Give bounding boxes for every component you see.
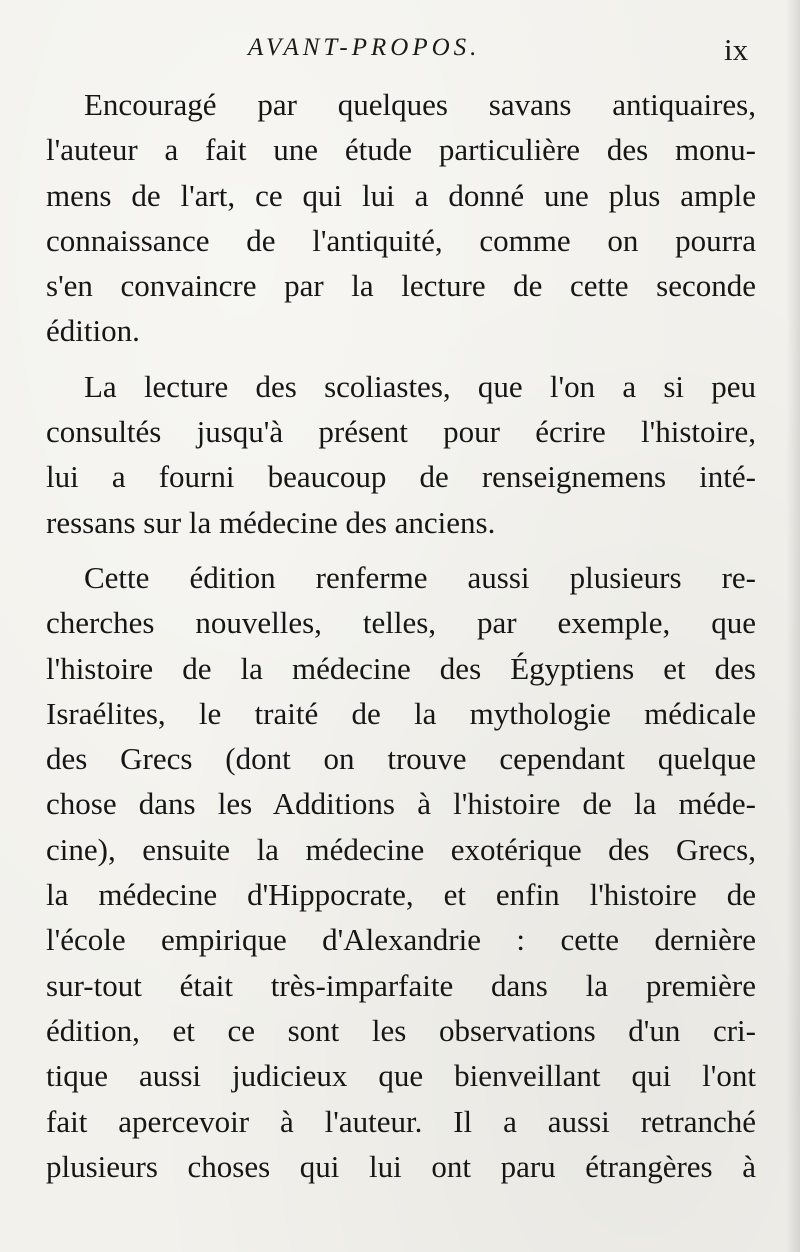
text-line: s'en convaincre par la lecture de cette seconde <box>46 268 756 304</box>
paragraph <box>46 555 756 1189</box>
page-edge-shadow <box>786 0 800 1252</box>
text-line: Encouragé par quelques savans antiquaires, <box>84 87 756 122</box>
paragraph <box>46 364 756 545</box>
text-line: l'école empirique d'Alexandrie : cette dernière <box>46 922 756 958</box>
text-line: cine), ensuite la médecine exotérique des Grecs, <box>46 831 756 867</box>
text-line: connaissance de l'antiquité, comme on pourra <box>46 222 756 258</box>
text-line: l'histoire de la médecine des Égyptiens et des <box>46 650 756 686</box>
page-number: ix <box>724 32 749 67</box>
text-line: La lecture des scoliastes, que l'on a si peu <box>84 368 756 404</box>
text-line: édition, et ce sont les observations d'un cri- <box>46 1012 756 1048</box>
body-text <box>46 82 756 1189</box>
text-line: édition. <box>46 313 140 349</box>
text-line: sur-tout était très-imparfaite dans la première <box>46 967 756 1003</box>
paragraph <box>46 82 756 354</box>
text-line: Cette édition renferme aussi plusieurs re- <box>84 559 756 595</box>
text-line: ressans sur la médecine des anciens. <box>46 504 496 540</box>
text-line: Israélites, le traité de la mythologie médicale <box>46 695 756 731</box>
text-line: l'auteur a fait une étude particulière des monu- <box>46 132 756 168</box>
text-line: mens de l'art, ce qui lui a donné une plus ample <box>46 177 756 213</box>
text-line: lui a fourni beaucoup de renseignemens inté- <box>46 459 756 495</box>
text-line: plusieurs choses qui lui ont paru étrangères à <box>46 1148 756 1184</box>
text-line: chose dans les Additions à l'histoire de la méde- <box>46 786 756 822</box>
running-title: AVANT-PROPOS. <box>248 34 481 61</box>
page-header <box>0 34 800 74</box>
text-line: tique aussi judicieux que bienveillant qui l'ont <box>46 1058 756 1094</box>
text-line: consultés jusqu'à présent pour écrire l'histoire, <box>46 414 756 450</box>
text-line: fait apercevoir à l'auteur. Il a aussi retranché <box>46 1103 756 1139</box>
text-line: des Grecs (dont on trouve cependant quelque <box>46 741 756 777</box>
text-line: la médecine d'Hippocrate, et enfin l'histoire de <box>46 877 756 913</box>
text-line: cherches nouvelles, telles, par exemple, que <box>46 605 756 641</box>
